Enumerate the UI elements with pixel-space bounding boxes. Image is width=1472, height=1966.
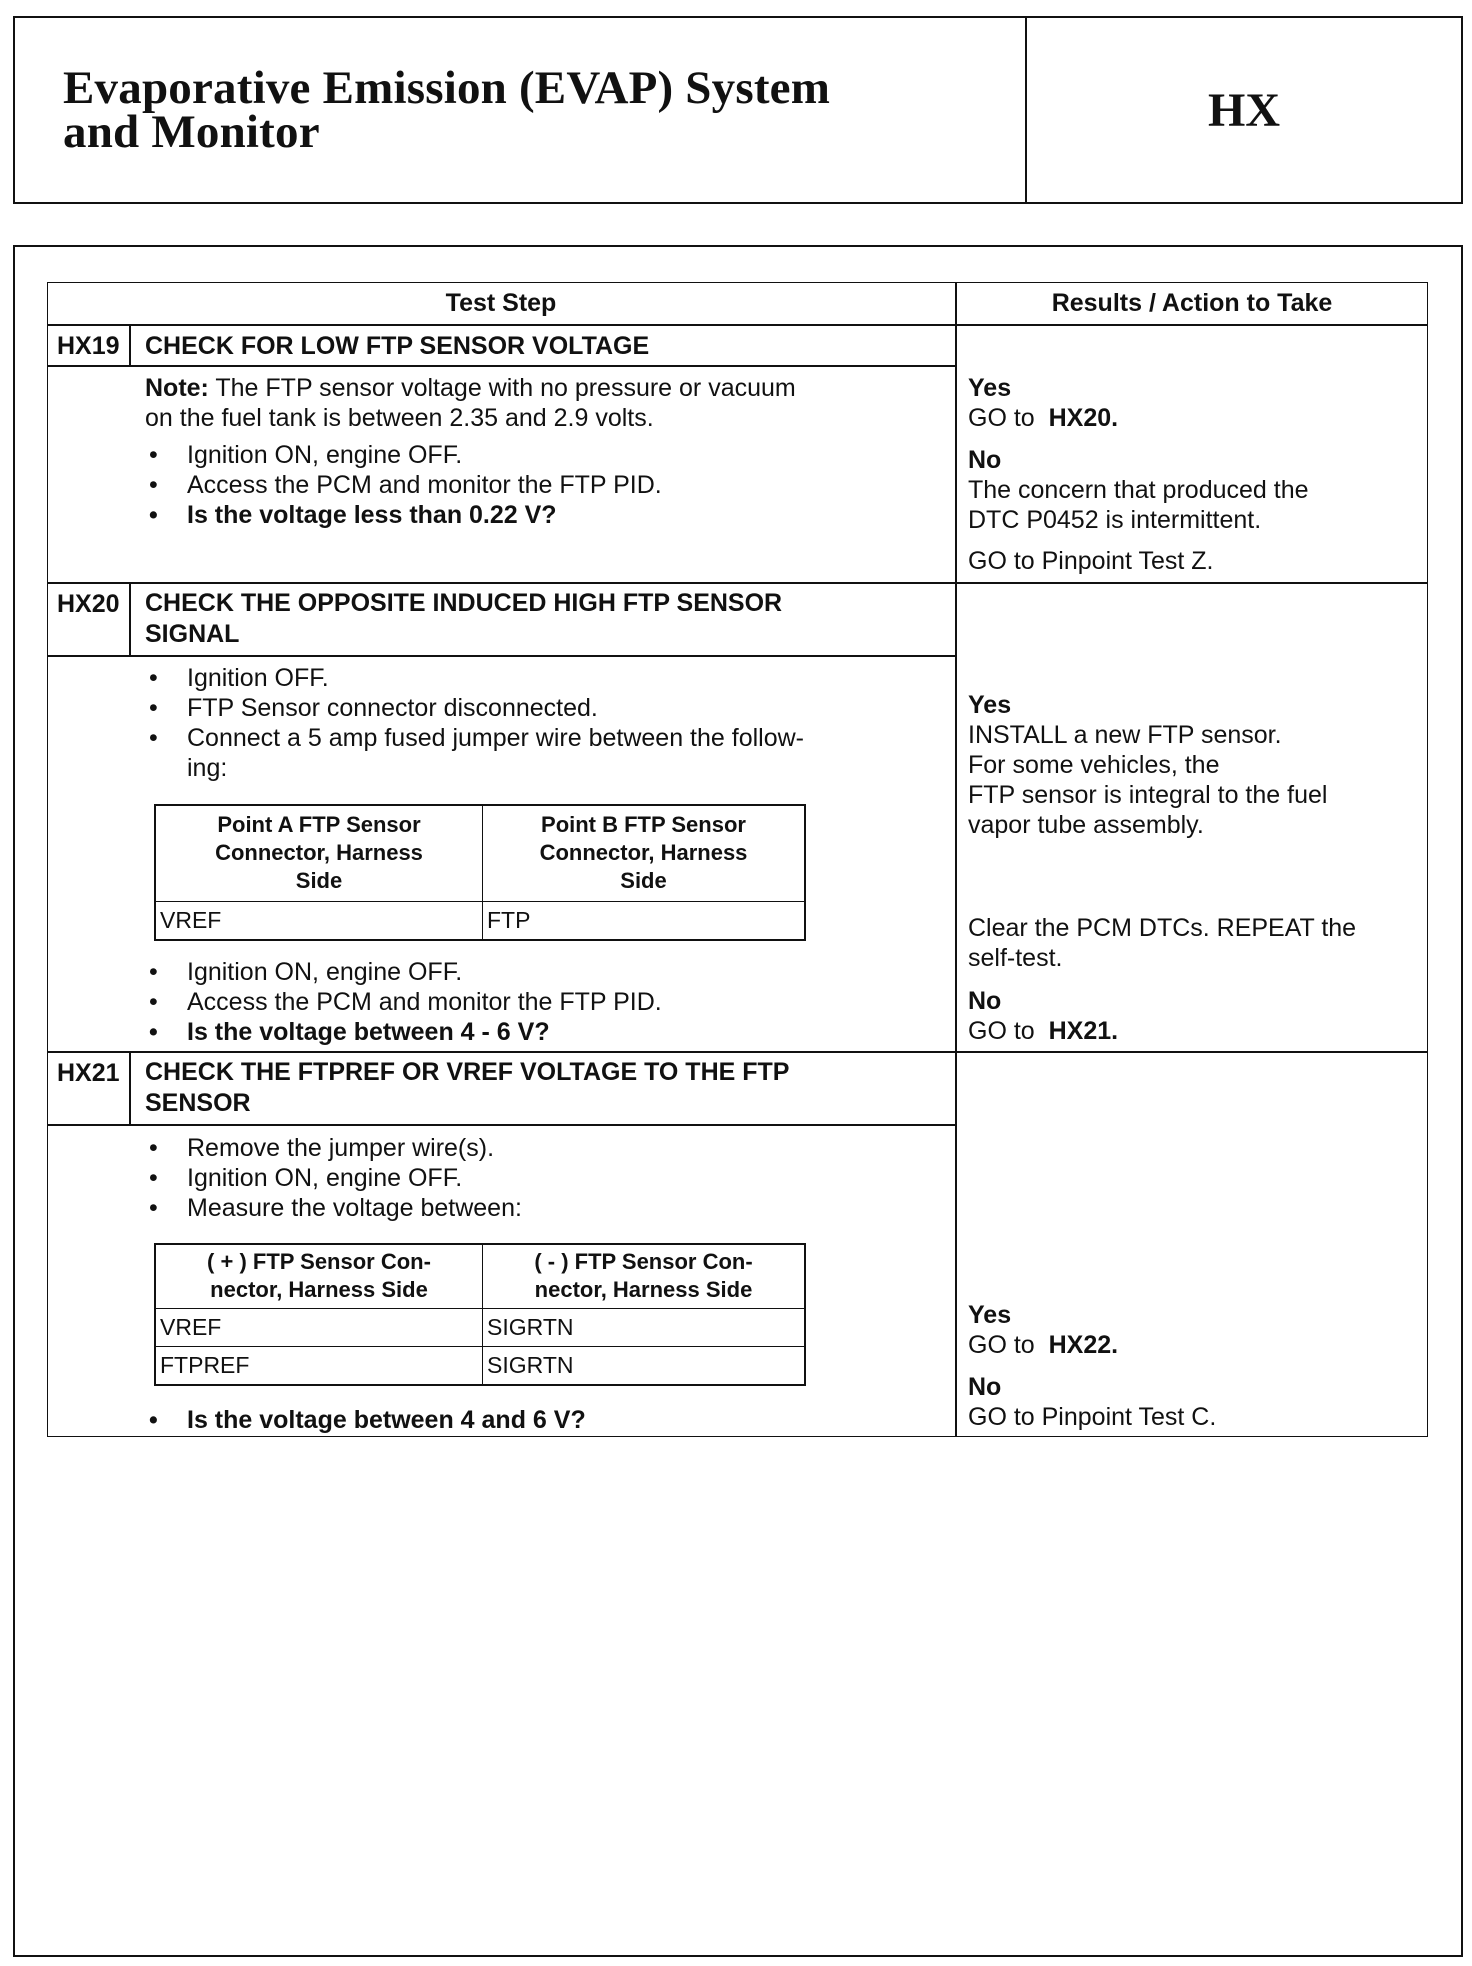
go-to-target: HX22. bbox=[1048, 1331, 1119, 1359]
hx21-yes-label: Yes bbox=[968, 1301, 1012, 1329]
note-text-1: The FTP sensor voltage with no pressure or vacuum bbox=[208, 374, 796, 402]
table-header-cell bbox=[483, 805, 806, 901]
hx20-yes-label: Yes bbox=[968, 691, 1012, 719]
hx19-no-label: No bbox=[968, 446, 1002, 474]
hx20-yes-line: FTP sensor is integral to the fuel bbox=[968, 781, 1328, 809]
step-title-border bbox=[47, 655, 955, 657]
step-title-line: CHECK THE OPPOSITE INDUCED HIGH FTP SENSOR bbox=[145, 589, 783, 617]
table-header-cell bbox=[155, 1244, 483, 1308]
note-line-1 bbox=[145, 373, 796, 403]
hx20-yes-line: INSTALL a new FTP sensor. bbox=[968, 721, 1282, 749]
page-title bbox=[63, 62, 1023, 158]
go-to-target: HX21. bbox=[1048, 1017, 1119, 1045]
step-id-hx21: HX21 bbox=[57, 1059, 120, 1087]
hx19-bullet-list bbox=[145, 440, 662, 530]
step-title-hx21 bbox=[145, 1057, 789, 1119]
step-id-hx20: HX20 bbox=[57, 590, 120, 618]
title-line-2: and Monitor bbox=[63, 106, 320, 158]
hx19-no-text-2: DTC P0452 is intermittent. bbox=[968, 506, 1262, 534]
step-title-line: SIGNAL bbox=[145, 620, 240, 648]
table-row bbox=[155, 1346, 805, 1385]
go-to-text: GO to bbox=[968, 404, 1035, 432]
hx19-no-text-3: GO to Pinpoint Test Z. bbox=[968, 547, 1214, 575]
list-item: • Connect a 5 amp fused jumper wire between the follow- bbox=[145, 723, 804, 753]
table-cell: FTPREF bbox=[155, 1346, 483, 1385]
list-item: • Access the PCM and monitor the FTP PID. bbox=[145, 470, 662, 500]
title-line-1: Evaporative Emission (EVAP) System bbox=[63, 62, 831, 114]
list-item: • FTP Sensor connector disconnected. bbox=[145, 693, 804, 723]
column-header-results: Results / Action to Take bbox=[1051, 289, 1333, 317]
table-header-row bbox=[155, 805, 805, 901]
step-title-border bbox=[47, 365, 955, 367]
page-header bbox=[13, 16, 1463, 204]
header-row-border bbox=[47, 324, 1428, 326]
list-item: • Access the PCM and monitor the FTP PID. bbox=[145, 987, 662, 1017]
go-to-text: GO to bbox=[968, 1331, 1035, 1359]
step-title-hx19: CHECK FOR LOW FTP SENSOR VOLTAGE bbox=[145, 332, 650, 360]
list-item: • Is the voltage less than 0.22 V? bbox=[145, 500, 662, 530]
header-line: ( + ) FTP Sensor Con- bbox=[207, 1249, 431, 1275]
list-item: • Is the voltage between 4 and 6 V? bbox=[145, 1405, 586, 1435]
hx20-no-action bbox=[968, 1016, 1118, 1046]
step-title-line: CHECK THE FTPREF OR VREF VOLTAGE TO THE FTP bbox=[145, 1058, 790, 1086]
note-label: Note: bbox=[145, 374, 209, 402]
step-title-border bbox=[47, 1124, 955, 1126]
table-header-cell bbox=[483, 1244, 806, 1308]
step-id-divider bbox=[129, 582, 131, 656]
step-id-divider bbox=[129, 1051, 131, 1125]
table-row bbox=[155, 901, 805, 940]
header-line: ( - ) FTP Sensor Con- bbox=[534, 1249, 753, 1275]
note-line-2: on the fuel tank is between 2.35 and 2.9 volts. bbox=[145, 404, 654, 432]
step-id-divider bbox=[129, 324, 131, 366]
header-line: Connector, Harness bbox=[539, 840, 748, 866]
table-row bbox=[155, 1308, 805, 1346]
step-title-line: SENSOR bbox=[145, 1089, 251, 1117]
table-cell: SIGRTN bbox=[483, 1308, 806, 1346]
hx21-bullet-list-pre bbox=[145, 1133, 522, 1223]
hx20-clear-line: Clear the PCM DTCs. REPEAT the bbox=[968, 914, 1357, 942]
hx19-yes-label: Yes bbox=[968, 374, 1012, 402]
list-item: • Ignition ON, engine OFF. bbox=[145, 957, 662, 987]
header-line: Side bbox=[620, 868, 667, 894]
step-title-hx20 bbox=[145, 588, 782, 650]
header-line: nector, Harness Side bbox=[210, 1277, 428, 1303]
header-line: nector, Harness Side bbox=[534, 1277, 753, 1303]
list-item: • Ignition ON, engine OFF. bbox=[145, 440, 662, 470]
header-line: Side bbox=[295, 868, 343, 894]
hx21-bullet-list-post bbox=[145, 1405, 586, 1435]
hx20-bullet-list-post bbox=[145, 957, 662, 1047]
row-border-hx19 bbox=[47, 582, 1428, 584]
go-to-text: GO to bbox=[968, 1017, 1035, 1045]
hx20-no-label: No bbox=[968, 987, 1002, 1015]
hx20-clear-line: self-test. bbox=[968, 944, 1063, 972]
row-border-hx20 bbox=[47, 1051, 1428, 1053]
hx21-no-text: GO to Pinpoint Test C. bbox=[968, 1403, 1217, 1431]
list-item: • Ignition ON, engine OFF. bbox=[145, 1163, 522, 1193]
hx21-no-label: No bbox=[968, 1373, 1002, 1401]
hx20-yes-line: vapor tube assembly. bbox=[968, 811, 1204, 839]
table-cell: SIGRTN bbox=[483, 1346, 806, 1385]
header-line: Connector, Harness bbox=[215, 840, 423, 866]
column-header-test-step: Test Step bbox=[445, 289, 557, 317]
table-cell: VREF bbox=[155, 901, 483, 940]
jumper-connection-table bbox=[154, 804, 806, 941]
table-cell: VREF bbox=[155, 1308, 483, 1346]
hx19-yes-action bbox=[968, 403, 1118, 433]
hx20-bullet-continuation: ing: bbox=[187, 754, 228, 782]
column-divider bbox=[955, 282, 957, 1437]
hx21-yes-action bbox=[968, 1330, 1118, 1360]
go-to-target: HX20. bbox=[1048, 404, 1119, 432]
header-line: Point A FTP Sensor bbox=[217, 812, 421, 838]
header-line: Point B FTP Sensor bbox=[541, 812, 746, 838]
table-cell: FTP bbox=[483, 901, 806, 940]
list-item: • Measure the voltage between: bbox=[145, 1193, 522, 1223]
hx20-yes-line: For some vehicles, the bbox=[968, 751, 1220, 779]
table-header-cell bbox=[155, 805, 483, 901]
hx19-no-text-1: The concern that produced the bbox=[968, 476, 1309, 504]
table-header-row bbox=[155, 1244, 805, 1308]
list-item: • Remove the jumper wire(s). bbox=[145, 1133, 522, 1163]
section-code: HX bbox=[1208, 83, 1280, 137]
step-id-hx19: HX19 bbox=[57, 332, 120, 360]
list-item: • Is the voltage between 4 - 6 V? bbox=[145, 1017, 662, 1047]
list-item: • Ignition OFF. bbox=[145, 663, 804, 693]
hx20-bullet-list-pre bbox=[145, 663, 804, 753]
voltage-measure-table bbox=[154, 1243, 806, 1386]
